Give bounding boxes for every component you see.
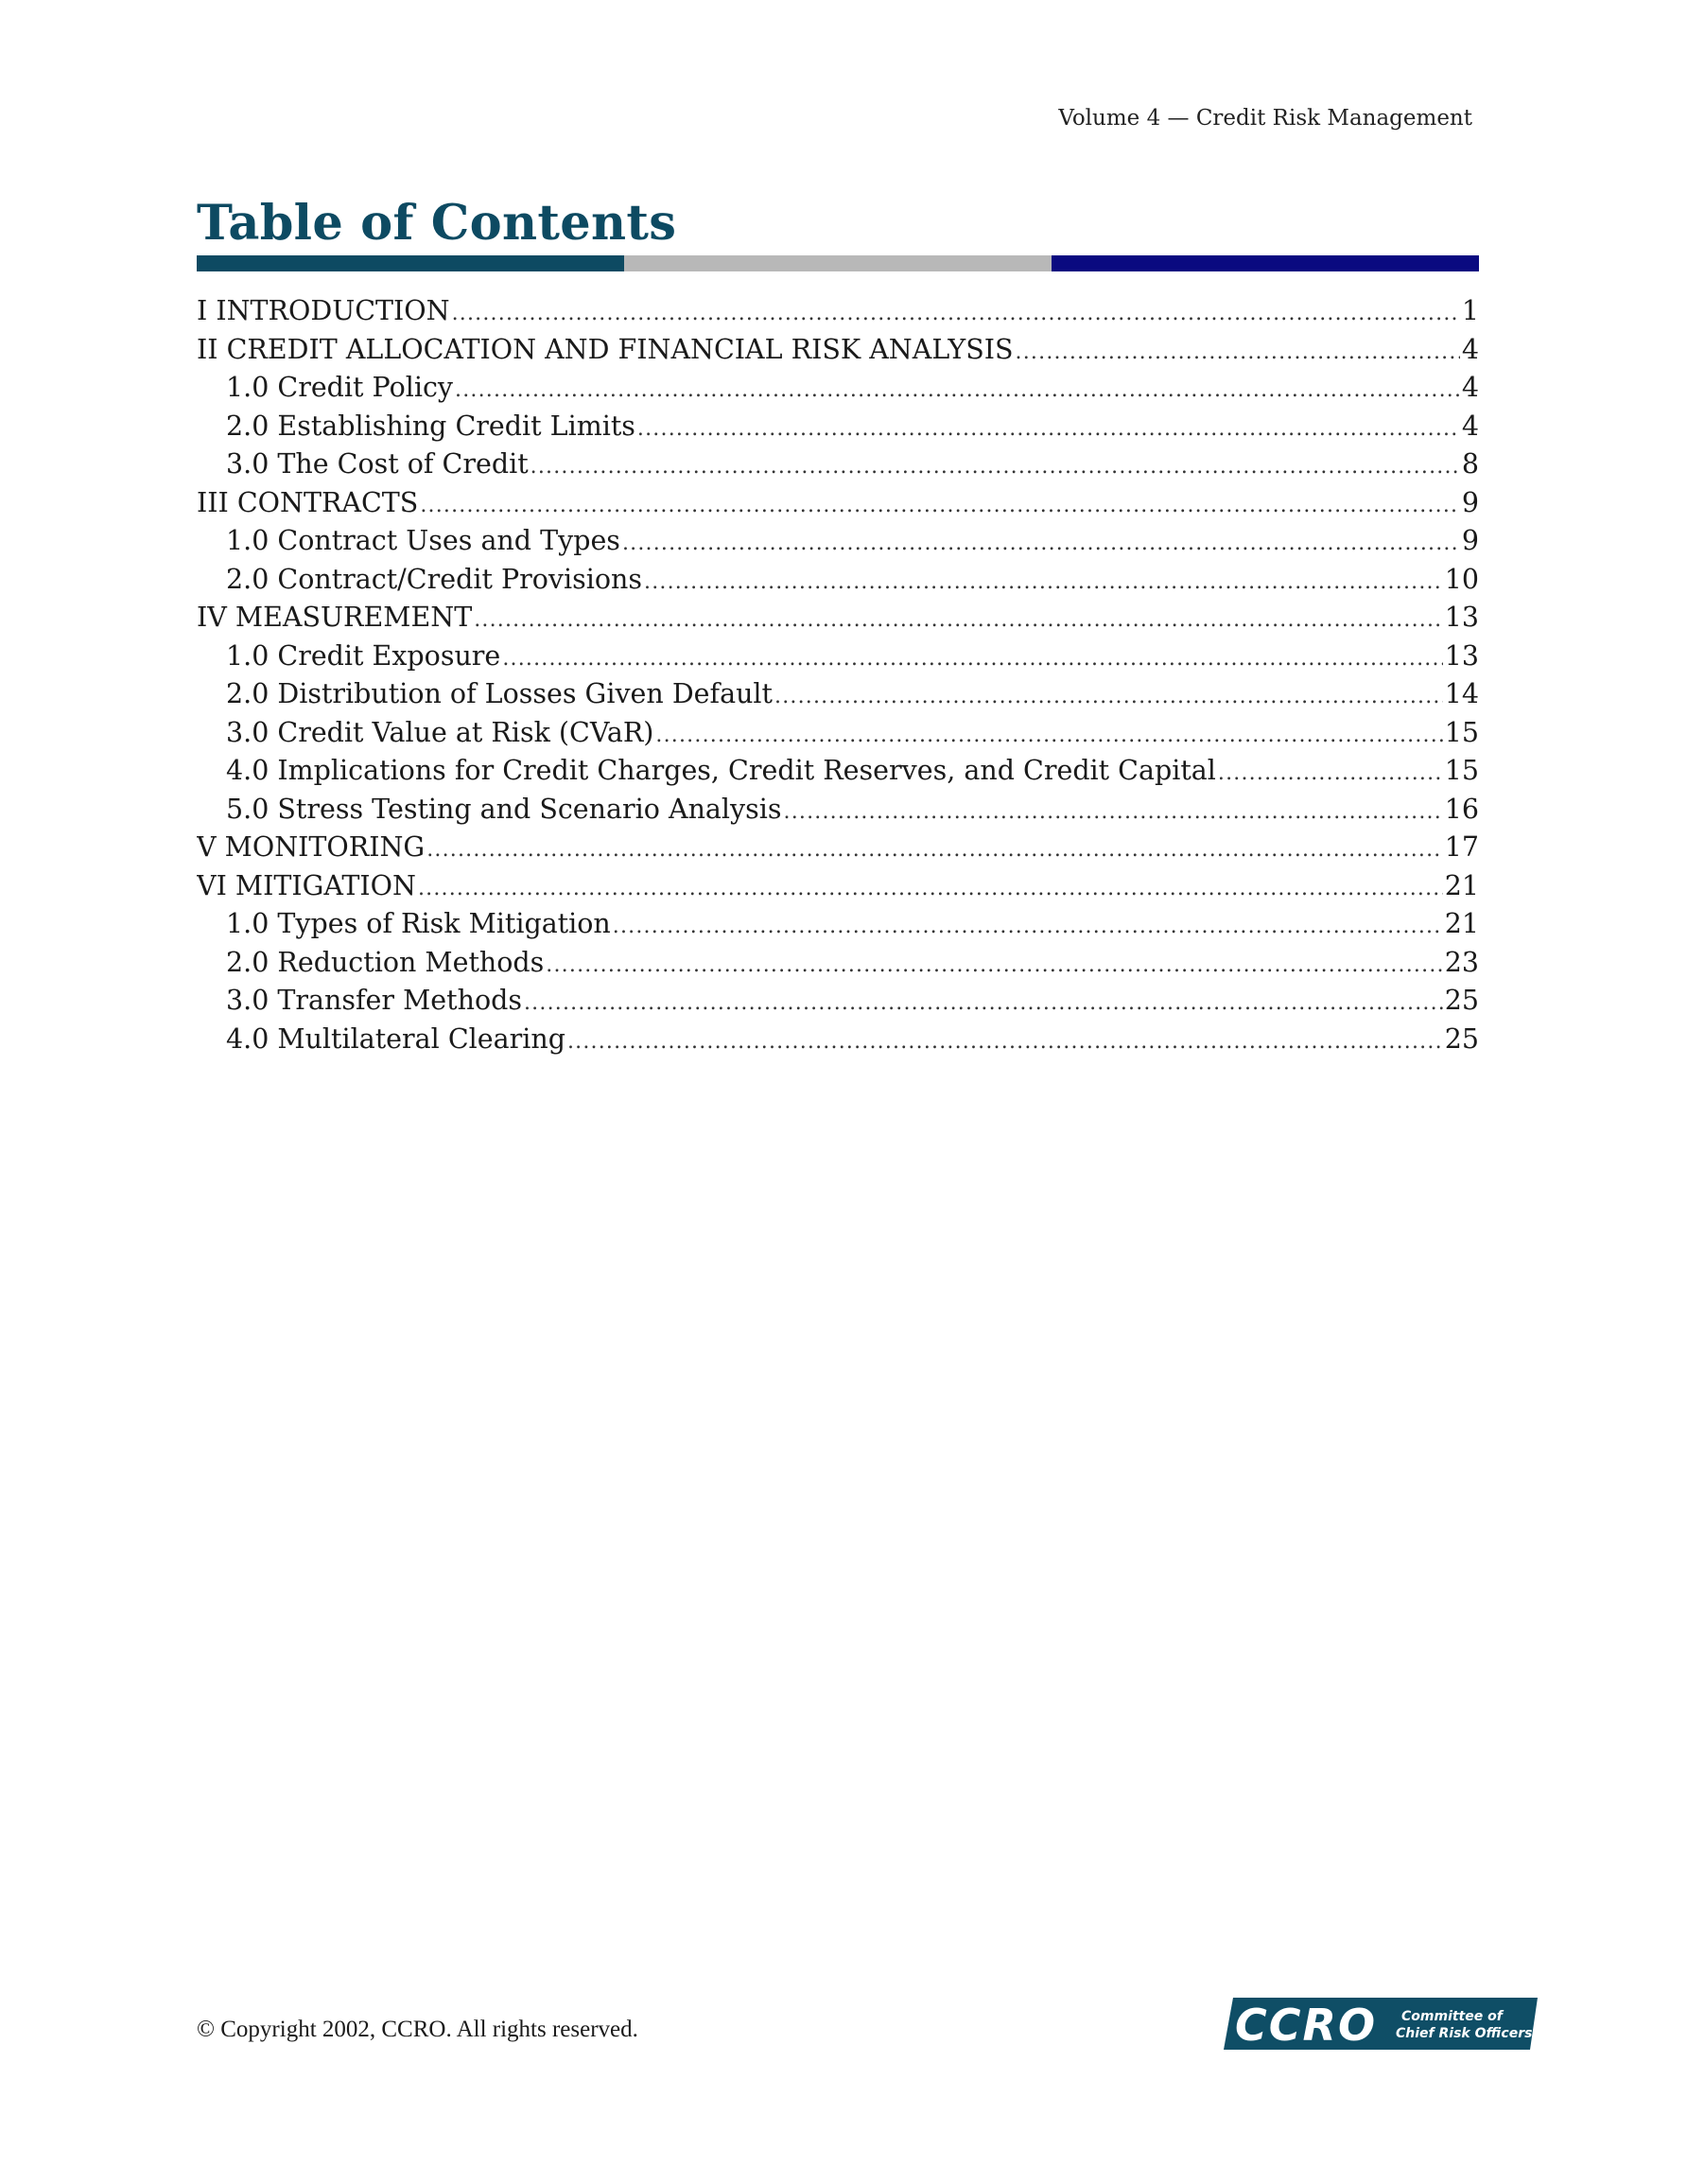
title-rule [197,255,1479,271]
toc-entry-page-number: 1 [1461,295,1479,326]
toc-dot-leader [784,800,1443,824]
toc-entry-page-number: 15 [1444,755,1479,786]
logo-line-2: Chief Risk Officers [1396,2026,1533,2041]
toc-entry-page-number: 21 [1444,908,1479,939]
toc-dot-leader [420,494,1460,517]
toc-dot-leader [452,302,1460,325]
toc-entry-label: 3.0 Credit Value at Risk (CVaR) [226,716,654,748]
toc-entry-page-number: 25 [1444,985,1479,1016]
toc-entry[interactable] [197,640,1479,679]
toc-entry[interactable] [197,908,1479,947]
toc-entry-page-number: 9 [1461,486,1479,518]
toc-entry-page-number: 15 [1444,716,1479,748]
toc-entry-label: 3.0 The Cost of Credit [226,448,529,480]
toc-dot-leader [644,570,1443,594]
toc-entry-label: 1.0 Contract Uses and Types [226,525,620,556]
toc-dot-leader [622,532,1460,555]
table-of-contents [197,295,1479,1061]
toc-entry[interactable] [197,487,1479,526]
toc-entry[interactable] [197,831,1479,870]
page-title: Table of Contents [197,195,677,252]
toc-entry[interactable] [197,794,1479,832]
toc-entry-page-number: 14 [1444,678,1479,709]
toc-entry-page-number: 10 [1444,563,1479,595]
toc-entry-page-number: 4 [1461,372,1479,403]
toc-dot-leader [502,647,1442,671]
toc-dot-leader [613,915,1443,938]
toc-entry-page-number: 4 [1461,333,1479,365]
copyright-notice: © Copyright 2002, CCRO. All rights reserved. [197,2017,638,2042]
toc-entry[interactable] [197,985,1479,1023]
toc-entry-label: 1.0 Credit Exposure [226,639,501,672]
toc-entry[interactable] [197,564,1479,603]
toc-entry-page-number: 21 [1444,869,1479,901]
toc-entry-label: III CONTRACTS [197,486,419,518]
toc-entry-page-number: 4 [1461,410,1479,442]
toc-entry-label: 3.0 Transfer Methods [226,985,522,1016]
toc-entry-label: 2.0 Distribution of Losses Given Default [226,678,774,709]
toc-entry-label: I INTRODUCTION [197,295,450,326]
logo-mark: CCRO [1235,2000,1378,2050]
toc-entry-label: 1.0 Credit Policy [226,372,454,403]
toc-dot-leader [567,1030,1443,1054]
toc-entry-page-number: 16 [1444,793,1479,825]
toc-dot-leader [1016,341,1460,364]
running-header: Volume 4 — Credit Risk Management [1058,106,1472,131]
toc-entry[interactable] [197,755,1479,794]
toc-entry-label: 1.0 Types of Risk Mitigation [226,908,611,939]
toc-entry-page-number: 8 [1461,448,1479,480]
toc-entry[interactable] [197,870,1479,909]
toc-entry-label: 4.0 Multilateral Clearing [226,1022,565,1055]
toc-entry[interactable] [197,1023,1479,1062]
toc-entry-page-number: 13 [1444,639,1479,672]
toc-entry[interactable] [197,717,1479,756]
toc-entry-page-number: 13 [1444,602,1479,633]
toc-entry[interactable] [197,602,1479,640]
toc-entry[interactable] [197,411,1479,449]
toc-entry-label: 2.0 Contract/Credit Provisions [226,563,643,595]
toc-dot-leader [530,455,1460,479]
toc-entry-label: II CREDIT ALLOCATION AND FINANCIAL RISK ANALYSIS [197,333,1014,365]
toc-entry-page-number: 9 [1461,525,1479,556]
title-rule-segment-1 [197,255,624,271]
toc-dot-leader [524,991,1443,1015]
toc-entry[interactable] [197,947,1479,986]
toc-entry-label: 2.0 Reduction Methods [226,946,545,978]
toc-entry[interactable] [197,678,1479,717]
toc-dot-leader [637,417,1460,441]
toc-entry-label: IV MEASUREMENT [197,602,473,633]
toc-dot-leader [546,953,1442,977]
title-rule-segment-2 [624,255,1052,271]
toc-dot-leader [426,838,1443,862]
toc-dot-leader [1218,761,1443,785]
logo-line-1: Committee of [1401,2009,1503,2024]
toc-entry-label: 2.0 Establishing Credit Limits [226,410,635,442]
toc-entry-label: 5.0 Stress Testing and Scenario Analysis [226,793,782,825]
toc-entry-label: 4.0 Implications for Credit Charges, Credit Reserves, and Credit Capital [226,755,1216,786]
toc-entry[interactable] [197,525,1479,564]
toc-entry[interactable] [197,448,1479,487]
toc-entry-page-number: 23 [1444,946,1479,978]
toc-entry[interactable] [197,295,1479,334]
toc-dot-leader [774,685,1443,708]
toc-dot-leader [655,724,1442,747]
toc-entry-label: V MONITORING [197,831,426,863]
toc-entry-page-number: 17 [1444,831,1479,863]
toc-dot-leader [474,608,1443,632]
toc-dot-leader [418,877,1443,900]
toc-entry-label: VI MITIGATION [197,869,416,901]
toc-dot-leader [455,378,1460,402]
toc-entry[interactable] [197,334,1479,373]
toc-entry-page-number: 25 [1444,1022,1479,1055]
ccro-logo [1224,1998,1538,2050]
title-rule-segment-3 [1052,255,1479,271]
toc-entry[interactable] [197,372,1479,411]
